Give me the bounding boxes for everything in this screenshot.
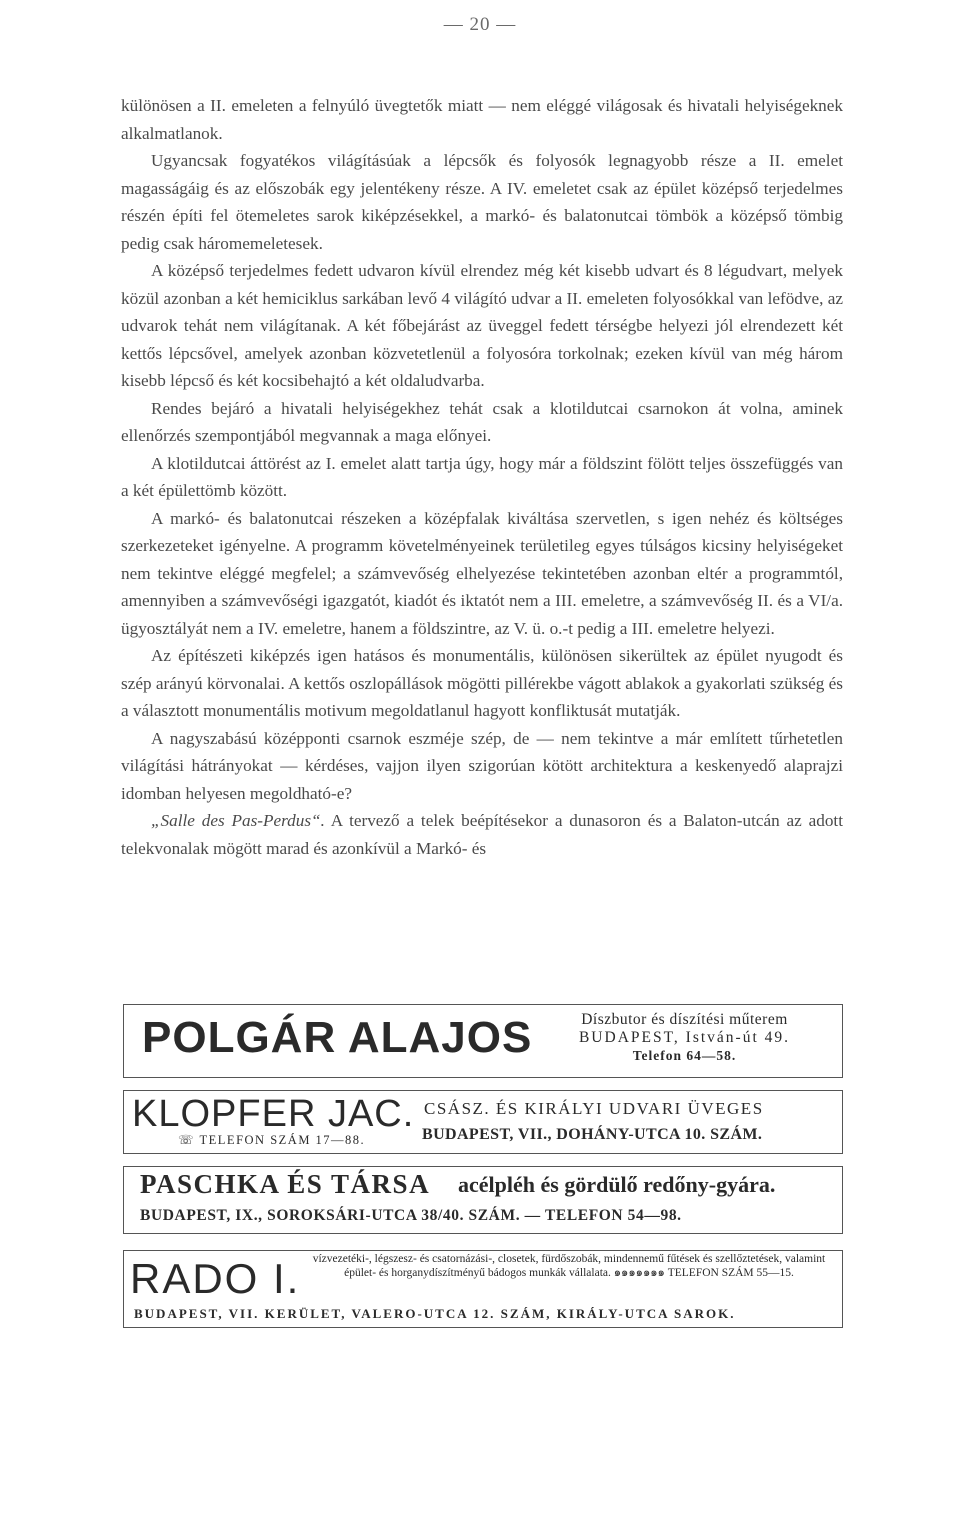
ad-klopfer-name: KLOPFER JAC. bbox=[132, 1093, 415, 1135]
ad-rado-name: RADO I. bbox=[130, 1255, 301, 1302]
ad-polgar-line2: BUDAPEST, István-út 49. bbox=[578, 1029, 791, 1046]
paragraph: A klotildutcai áttörést az I. emelet alatt tartja úgy, hogy már a földszint fölött teljes összefüggés van a két épülettömb között. bbox=[121, 453, 843, 500]
ad-polgar-line3: Telefon 64—58. bbox=[632, 1048, 737, 1063]
page-number: — 20 — bbox=[443, 14, 517, 35]
ad-klopfer-line1: CSÁSZ. ÉS KIRÁLYI UDVARI ÜVEGES bbox=[424, 1099, 764, 1118]
ad-paschka-slogan: acélpléh és gördülő redőny-gyára. bbox=[458, 1172, 776, 1197]
ad-polgar-details bbox=[537, 1011, 832, 1064]
paragraph: A középső terjedelmes fedett udvaron kívül elrendez még két kisebb udvart és 8 légudvart, melyek közül azonban a két hemiciklus sarkában levő 4 világító udvar a II. emeleten folyosókkal van lefödve, az udvarok tehát nem világítanak. A két főbejárást az üveggel fedett térségbe helyezi jól elrendezett két kettős lépcsővel, amelyek azonban közvetetlenül a folyosóra torkolnak; ezeken kívül van még három kisebb lépcső és két kocsibehajtó a két oldaludvarba. bbox=[121, 261, 843, 390]
paragraph: A nagyszabású középponti csarnok eszméje szép, de — nem tekintve a már említett tűrhetetlen világítási hátrányokat — kérdéses, vajjon ilyen szigorúan kötött architektura a keskenyedő alaprajzi idomban helyesen megoldható-e? bbox=[121, 728, 843, 803]
ad-klopfer-jac bbox=[123, 1090, 843, 1154]
ad-polgar-line1: Díszbutor és díszítési műterem bbox=[581, 1011, 788, 1028]
paragraph: Az építészeti kiképzés igen hatásos és monumentális, különösen sikerültek az épület nyugodt és szép arányú körvonalai. A kettős oszlopállások mögötti pillérekbe vágott ablakok a gyakorlati szükség és a választott monumentális motivum megoldatlanul hagyott konfliktusát mutatják. bbox=[121, 646, 843, 720]
paragraph-last bbox=[121, 807, 843, 862]
paragraph-last-text: A tervező a telek beépítésekor a dunasoron és a Balaton-utcán az adott telekvonalak mögött marad és azonkívül a Markó- és bbox=[121, 811, 843, 858]
ad-rado bbox=[123, 1250, 843, 1328]
paragraph: Ugyancsak fogyatékos világításúak a lépcsők és folyosók legnagyobb része a II. emelet magasságáig és az előszobák egy jelentékeny része. A IV. emeletet csak az épület középső terjedelmes részén építi fel ötemeletes sarok kiképzésekkel, a markó- és balatonutcai tömbök a középső tömbig pedig csak háromemeletesek. bbox=[121, 151, 843, 253]
paragraph: Rendes bejáró a hivatali helyiségekhez tehát csak a klotildutcai csarnokon át volna, aminek ellenőrzés szempontjából megvannak a maga előnyei. bbox=[121, 398, 843, 445]
ad-rado-description: vízvezetéki-, légszesz- és csatornázási-, closetek, fürdőszobák, mindennemű fűtések és szellőztetések, valamint épület- és horganydíszítményű bádogos munkák vállalata. ๑๑๑๑๑๑๑ TELEFON SZÁM 55—15. bbox=[312, 1253, 826, 1279]
paragraph: A markó- és balatonutcai részeken a középfalak kiváltása szervetlen, s igen nehéz és költséges szerkezeteket igényelne. A programm követelményeinek területileg egyes túlságos kicsiny helyiségeket nem tekintve eléggé megfelel; a számvevőség elhelyezése tekintetében azonban eltér a programmtól, amennyiben a számvevőségi igazgatót, kiadót és iktatót nem a III. emeletre, a számvevőség II. és a VI/a. ügyosztályát nem a IV. emeletre, hanem a földszintre, az V. ü. o.-t pedig a III. emeletre helyezi. bbox=[121, 508, 843, 638]
ad-paschka-name: PASCHKA ÉS TÁRSA bbox=[140, 1169, 431, 1199]
body-text bbox=[121, 92, 843, 862]
paragraph: különösen a II. emeleten a felnyúló üvegtetők miatt — nem eléggé világosak és hivatali helyiségeknek alkalmatlanok. bbox=[121, 96, 843, 143]
ad-klopfer-line2: BUDAPEST, VII., DOHÁNY-UTCA 10. SZÁM. bbox=[422, 1126, 763, 1143]
ad-polgar-name: POLGÁR ALAJOS bbox=[142, 1013, 533, 1062]
ad-paschka-address: BUDAPEST, IX., SOROKSÁRI-UTCA 38/40. SZÁM. — TELEFON 54—98. bbox=[140, 1207, 682, 1224]
ad-polgar-alajos bbox=[123, 1004, 843, 1078]
ad-paschka-es-tarsa bbox=[123, 1166, 843, 1234]
salle-des-pas-perdus: „Salle des Pas-Perdus“. bbox=[151, 811, 325, 830]
ad-rado-address: BUDAPEST, VII. KERÜLET, VALERO-UTCA 12. SZÁM, KIRÁLY-UTCA SAROK. bbox=[134, 1306, 736, 1321]
ad-klopfer-tel: ☏ TELEFON SZÁM 17—88. bbox=[178, 1133, 366, 1147]
